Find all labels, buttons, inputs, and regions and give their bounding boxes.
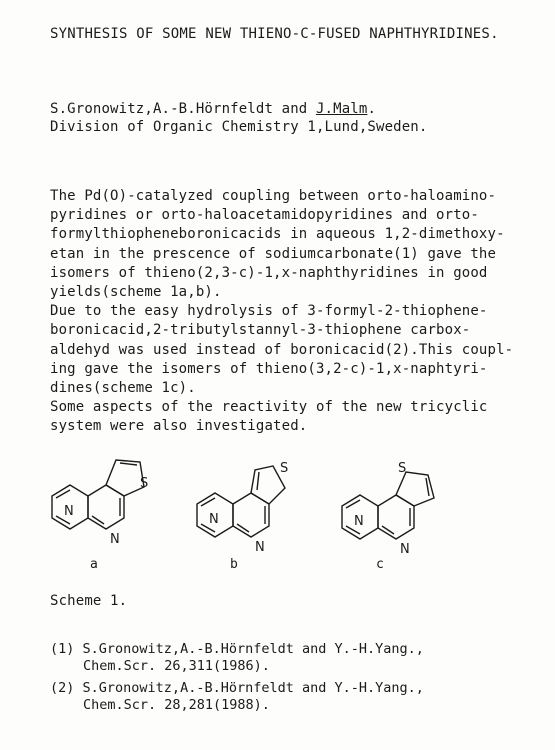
abstract-line: system were also investigated. <box>50 418 308 435</box>
atom-s-label: S <box>140 476 149 491</box>
structure-label-c: c <box>376 557 384 572</box>
abstract-line: dines(scheme 1c). <box>50 380 196 397</box>
author-line <box>50 101 376 118</box>
abstract-line: boronicacid,2-tributylstannyl-3-thiophene carbox- <box>50 322 471 339</box>
atom-n-label: N <box>110 532 120 547</box>
abstract <box>50 187 513 437</box>
abstract-line: Some aspects of the reactivity of the new tricyclic <box>50 399 488 416</box>
abstract-line: yields(scheme 1a,b). <box>50 284 222 301</box>
atom-s-label: S <box>398 461 407 476</box>
abstract-line: formylthiopheneboronicacids in aqueous 1,2-dimethoxy- <box>50 226 505 243</box>
abstract-line: pyridines or orto-haloacetamidopyridines and orto- <box>50 207 479 224</box>
affiliation: Division of Organic Chemistry 1,Lund,Sweden. <box>50 119 428 135</box>
authors-prefix: S.Gronowitz,A.-B.Hörnfeldt and <box>50 101 316 117</box>
structure-label-b: b <box>230 557 238 572</box>
atom-n-label: N <box>400 542 410 557</box>
structure-a <box>52 460 148 547</box>
paper-title: SYNTHESIS OF SOME NEW THIENO-C-FUSED NAPHTHYRIDINES. <box>50 26 499 42</box>
abstract-line: etan in the prescence of sodiumcarbonate(1) gave the <box>50 245 497 262</box>
reference-1 <box>50 641 424 658</box>
reference-authors: S.Gronowitz,A.-B.Hörnfeldt and Y.-H.Yang., <box>82 680 424 696</box>
scheme-structures <box>40 450 520 585</box>
structure-b <box>197 461 288 555</box>
reference-1-journal: Chem.Scr. 26,311(1986). <box>83 658 270 674</box>
abstract-line: ing gave the isomers of thieno(3,2-c)-1,x-naphtyri- <box>50 360 488 377</box>
reference-authors: S.Gronowitz,A.-B.Hörnfeldt and Y.-H.Yang., <box>82 641 424 657</box>
abstract-line: isomers of thieno(2,3-c)-1,x-naphthyridines in good <box>50 264 488 281</box>
atom-n-label: N <box>64 504 74 519</box>
atom-n-label: N <box>354 514 364 529</box>
reference-2 <box>50 680 424 697</box>
reference-2-journal: Chem.Scr. 28,281(1988). <box>83 697 270 713</box>
structure-c <box>342 461 434 557</box>
abstract-line: The Pd(O)-catalyzed coupling between orto-haloamino- <box>50 188 497 204</box>
authors-suffix: . <box>367 101 377 117</box>
abstract-line: Due to the easy hydrolysis of 3-formyl-2-thiophene- <box>50 303 488 320</box>
abstract-line: aldehyd was used instead of boronicacid(2).This coupl- <box>50 341 514 358</box>
structure-label-a: a <box>90 557 98 572</box>
references <box>50 641 424 714</box>
atom-n-label: N <box>255 540 265 555</box>
reference-number: (1) <box>50 641 75 657</box>
atom-n-label: N <box>209 512 219 527</box>
author-underlined: J.Malm <box>315 101 368 117</box>
atom-s-label: S <box>280 461 289 476</box>
reference-number: (2) <box>50 680 75 696</box>
scheme-caption: Scheme 1. <box>50 593 128 609</box>
